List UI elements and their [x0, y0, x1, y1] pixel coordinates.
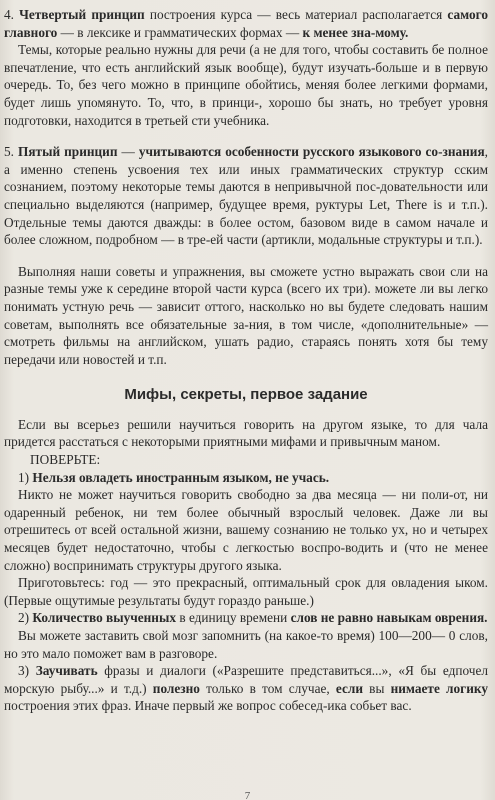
item-2-body: Вы можете заставить свой мозг запомнить (на какое-то время) 100—200— 0 слов, но это мало поможет вам в разговоре. [4, 628, 488, 661]
principle-4-label: 4. [4, 7, 20, 22]
item-1-title: Нельзя овладеть иностранным языком, не учась. [32, 469, 330, 485]
item-1-label: 1) [18, 469, 33, 485]
item-3-text-1: фразы и диалоги («Разрешите представиться...», «Я бы едпочел морскую рыбу...» и т.д.) [4, 663, 488, 696]
page-content [4, 6, 488, 715]
spacer [4, 249, 488, 263]
item-1-body: Никто не может научиться говорить свободно за два месяца — ни поли-от, ни одаренный ребенок, ни тем более обычный взрослый человек. Даже ли вы отрешитесь от всей остальной жизни, вашему сознанию не только ух, но и четырех месяцев будет недостаточно, чтобы с легкостью воспро-водить и (что не менее сложно) воспринимать структуры другого языка. [4, 487, 488, 573]
intro-paragraph: Если вы всерьез решили научиться говорить на другом языке, то для чала придется расстаться с некоторыми приятными мифами и привычным маном. [4, 416, 488, 450]
item-2-title-line [4, 609, 488, 627]
item-3-bold-4: нимаете логику [390, 680, 488, 696]
item-3-label: 3) [18, 663, 36, 679]
item-2-label: 2) [18, 610, 33, 626]
principle-4-title: Четвертый принцип [19, 7, 145, 22]
item-3-text-3: вы [362, 680, 391, 696]
page-number: 7 [244, 792, 251, 800]
principle-4-bold-1: самого главного [4, 7, 488, 40]
principle-4-text-2: — в лексике и грамматических формах — [57, 24, 303, 40]
spacer [4, 129, 488, 143]
section-title: Мифы, секреты, первое задание [124, 386, 368, 404]
item-3-text-2: только в том случае, [199, 680, 336, 696]
item-3-bold-2: полезно [152, 680, 200, 696]
item-1-prepare: Приготовьтесь: год — это прекрасный, оптимальный срок для овладения ыком. (Первые ощутимые результаты будут гораздо раньше.) [4, 575, 488, 608]
item-1-title-line [4, 469, 488, 487]
item-2-text-1: в единицу времени [176, 610, 291, 626]
item-3-text-4: построения этих фраз. Иначе первый же вопрос собесед-ика собьет вас. [4, 698, 412, 714]
principle-5-paragraph [4, 143, 488, 249]
principle-4-lead [4, 6, 488, 41]
believe-heading: ПОВЕРЬТЕ: [30, 452, 101, 468]
item-2-bold-2: слов не равно навыкам оврения. [290, 610, 488, 626]
principle-5-label: 5. [4, 144, 18, 160]
item-3-bold-1: Заучивать [35, 663, 98, 679]
principle-5-text-1: — [117, 144, 139, 160]
principle-4-bold-2: к менее зна-мому. [302, 24, 409, 40]
principle-5-body: , а именно степень усвоения тех или иных грамматических структур сским сознанием, поэтому некоторые темы даются в непривычной пос-довательности или специально выделяются (например, будущее время, руктуры Let, There is и т.п.). Отдельные темы даются дважды: в более остом, базовом виде в самом начале и более сложном, подробном — в тре-ей части (артикли, модальные структуры и т.п.). [4, 144, 488, 248]
advice-paragraph: Выполняя наши советы и упражнения, вы сможете устно выражать свои сли на разные темы уже к середине второй части курса (всего их три). можете ли вы легко понимать устную речь — зависит оттого, насколько но вы будете следовать нашим советам, выполнять все обязательные за-ния, в том числе, «дополнительные» — смотреть фильмы на английском, ушать радио, стараясь понять хотя бы тему передачи или новостей и т.п. [4, 263, 488, 367]
item-3-bold-3: если [335, 680, 363, 696]
principle-4-text-1: построения курса — весь материал располагается [144, 7, 448, 22]
item-2-bold-1: Количество выученных [32, 610, 177, 626]
item-3-paragraph [4, 662, 488, 715]
principle-5-bold-1: учитываются особенности русского языкового со-знания [138, 144, 485, 160]
principle-5-title: Пятый принцип [18, 144, 118, 160]
principle-4-body: Темы, которые реально нужны для речи (а не для того, чтобы составить бе полное впечатление, что есть английский язык вообще), будут изучать-больше и в первую очередь. То, без чего можно в принципе обойтись, меняя более легкими формами, будет лишь упомянуто. То, что, в принци-, хорошо бы знать, но требует уровня подготовки, находится в третьей сти учебника. [4, 42, 488, 128]
